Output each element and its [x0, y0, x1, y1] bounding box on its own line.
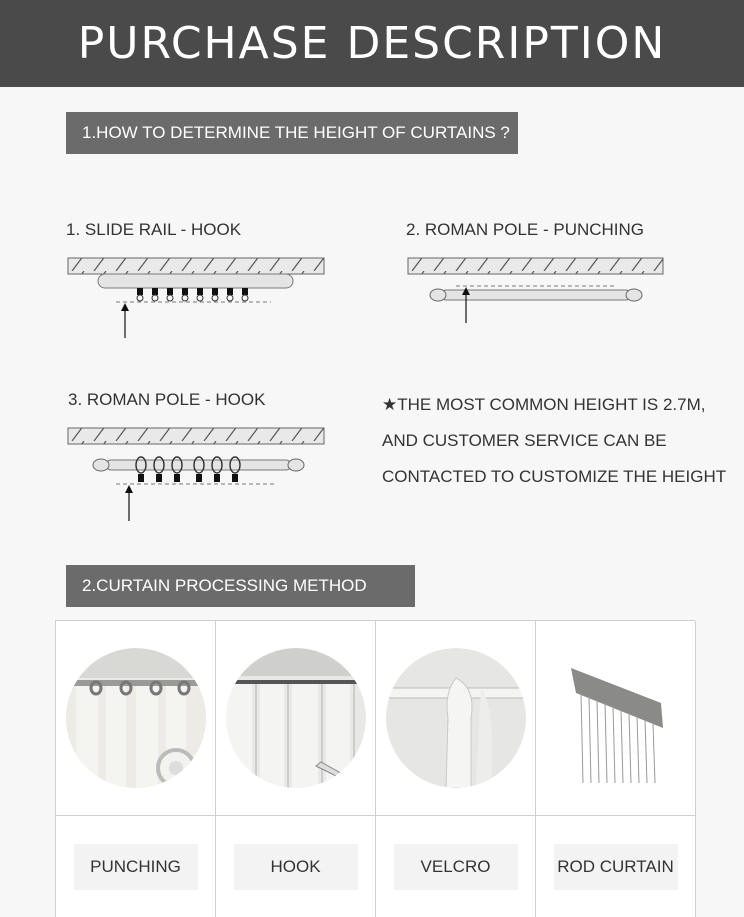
page-header [0, 0, 744, 87]
method-label-rod-curtain: ROD CURTAIN [554, 844, 678, 890]
diagram-label-slide-rail-hook: 1. SLIDE RAIL - HOOK [66, 220, 242, 239]
punching-curtain-photo-icon [66, 648, 206, 788]
section-title-processing [66, 565, 415, 607]
method-image-cell [216, 621, 376, 816]
velcro-curtain-photo-icon [386, 648, 526, 788]
roman-pole-hook-diagram [66, 425, 328, 525]
section-title-text: 2.CURTAIN PROCESSING METHOD [82, 576, 367, 595]
note-line-1: ★THE MOST COMMON HEIGHT IS 2.7M, [382, 395, 706, 414]
method-label-cell [216, 816, 376, 917]
processing-methods-table [55, 620, 695, 917]
slide-rail-hook-diagram [66, 255, 328, 340]
method-label-hook: HOOK [234, 844, 358, 890]
method-image-cell [536, 621, 696, 816]
method-image-cell [376, 621, 536, 816]
method-label-punching: PUNCHING [74, 844, 198, 890]
note-line-2: AND CUSTOMER SERVICE CAN BE [382, 431, 667, 450]
method-label-cell [536, 816, 696, 917]
page-title: PURCHASE DESCRIPTION [77, 18, 667, 69]
method-label-cell [56, 816, 216, 917]
roman-pole-punching-diagram [406, 255, 668, 325]
method-image-cell [56, 621, 216, 816]
section-title-text: 1.HOW TO DETERMINE THE HEIGHT OF CURTAINS ? [82, 123, 510, 142]
diagram-label-roman-pole-hook: 3. ROMAN POLE - HOOK [68, 390, 266, 409]
diagram-label-roman-pole-punching: 2. ROMAN POLE - PUNCHING [406, 220, 645, 239]
section-title-height [66, 112, 518, 154]
rod-curtain-photo-icon [551, 648, 681, 788]
hook-curtain-photo-icon [226, 648, 366, 788]
method-label-velcro: VELCRO [394, 844, 518, 890]
note-line-3: CONTACTED TO CUSTOMIZE THE HEIGHT [382, 467, 727, 486]
method-label-cell [376, 816, 536, 917]
